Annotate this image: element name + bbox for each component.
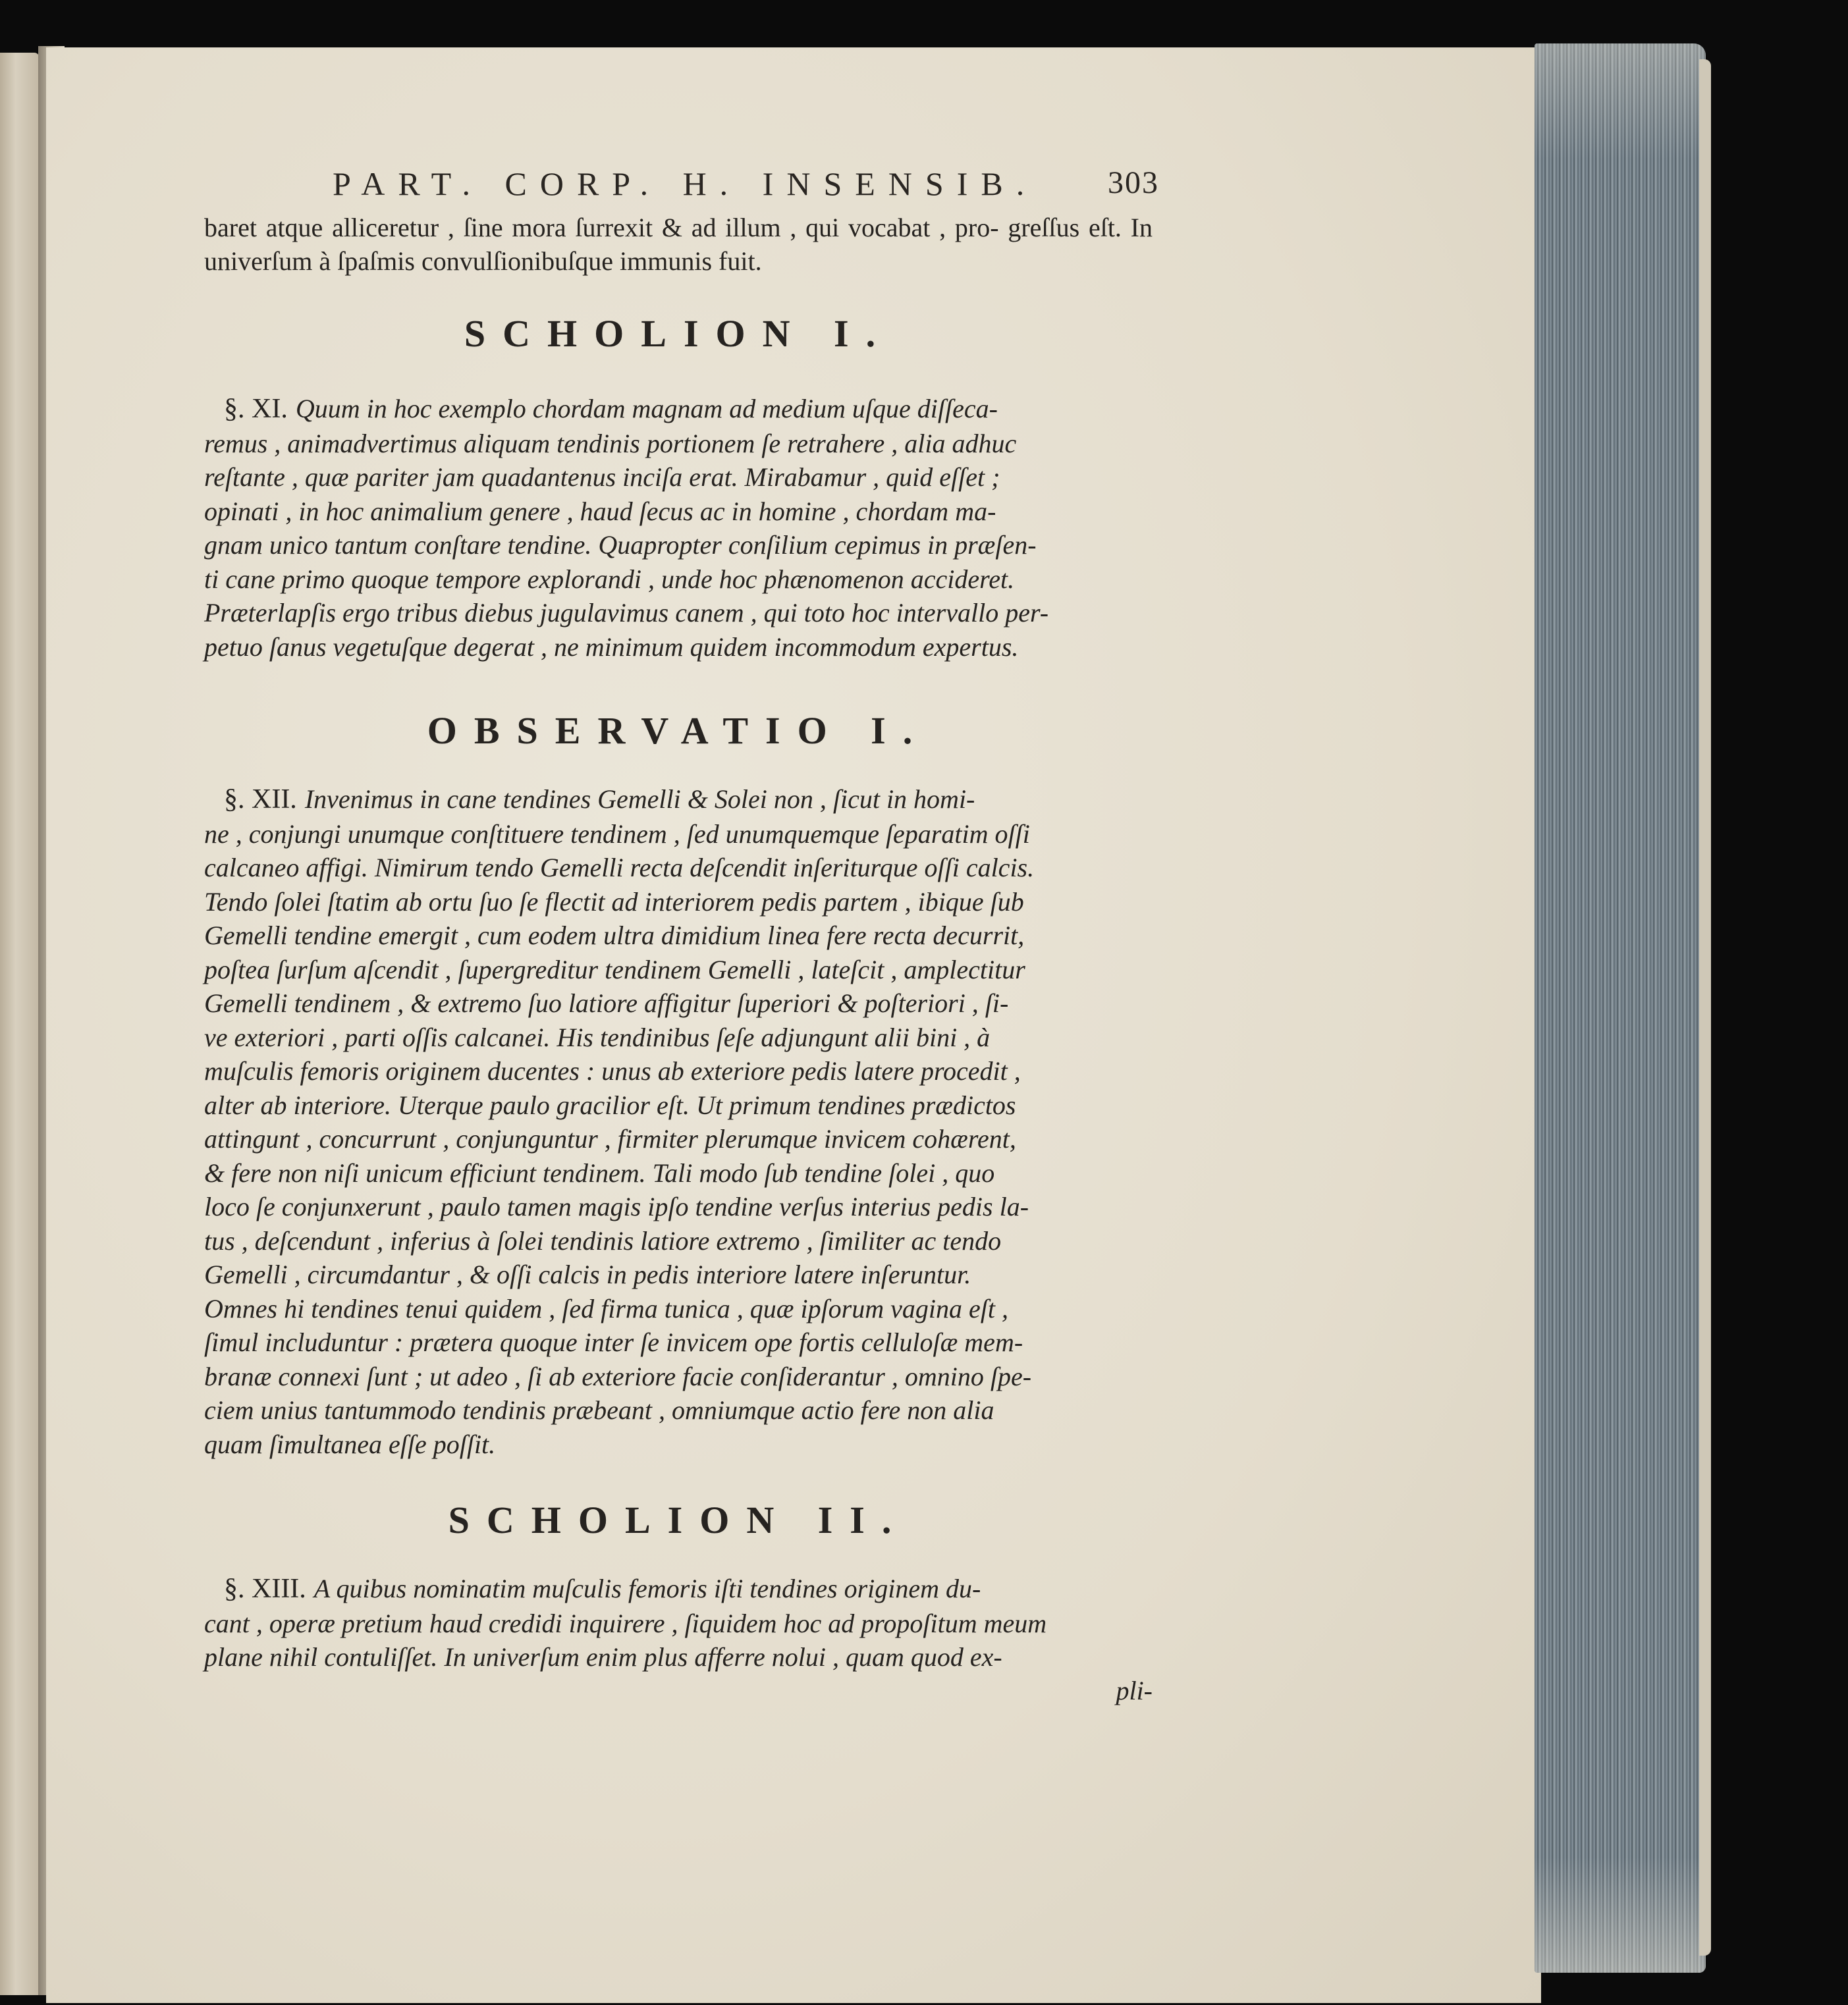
- text-line: Præterlapſis ergo tribus diebus jugulavimus canem , qui toto hoc intervallo per-: [204, 598, 1049, 628]
- text-line: muſculis femoris originem ducentes : unus ab exteriore pedis latere procedit ,: [204, 1056, 1021, 1086]
- running-head-title: PART. CORP. H. INSENSIB.: [333, 165, 1038, 202]
- opening-paragraph: [204, 211, 1153, 278]
- text-line: quam ſimultanea eſſe poſſit.: [204, 1429, 496, 1459]
- text-line: & fere non niſi unicum efficiunt tendinem. Tali modo ſub tendine ſolei , quo: [204, 1158, 995, 1188]
- text-line: branæ connexi ſunt ; ut adeo , ſi ab exteriore facie conſiderantur , omnino ſpe-: [204, 1361, 1032, 1391]
- section-paragraph: [204, 392, 1153, 664]
- text-line: Gemelli , circumdantur , & oſſi calcis in pedis interiore latere inſeruntur.: [204, 1260, 971, 1289]
- text-line: remus , animadvertimus aliquam tendinis portionem ſe retrahere , alia adhuc: [204, 428, 1017, 458]
- text-line: §. XI. Quum in hoc exemplo chordam magnam ad medium uſque diſſeca-: [204, 392, 1153, 427]
- page-text: [204, 165, 1159, 1707]
- cover-rim: [1699, 59, 1711, 1956]
- section-heading: OBSERVATIO I.: [427, 709, 930, 752]
- text-line: §. XII. Invenimus in cane tendines Gemelli & Solei non , ſicut in homi-: [204, 782, 1153, 817]
- text-line: opinati , in hoc animalium genere , haud ſecus ac in homine , chordam ma-: [204, 496, 996, 526]
- text-line: ciem unius tantummodo tendinis præbeant , omniumque actio fere non alia: [204, 1395, 994, 1425]
- text-line: ve exteriori , parti oſſis calcanei. His tendinibus ſeſe adjungunt alii bini , à: [204, 1022, 991, 1052]
- text-line: calcaneo affigi. Nimirum tendo Gemelli recta deſcendit inſeriturque oſſi calcis.: [204, 853, 1035, 882]
- text-line: ti cane primo quoque tempore explorandi , unde hoc phænomenon accideret.: [204, 564, 1015, 594]
- section-number: §. XIII.: [224, 1574, 306, 1604]
- text-line: cant , operæ pretium haud credidi inquirere , ſiquidem hoc ad propoſitum meum: [204, 1608, 1047, 1638]
- text-line: gnam unico tantum conſtare tendine. Quapropter conſilium cepimus in præſen-: [204, 530, 1037, 560]
- text-line: plane nihil contuliſſet. In univerſum enim plus afferre nolui , quam quod ex-: [204, 1642, 1002, 1672]
- section-number: §. XI.: [224, 394, 288, 424]
- text-line: ſimul includuntur : prætera quoque inter ſe invicem ope fortis celluloſæ mem-: [204, 1327, 1023, 1357]
- text-line: tus , deſcendunt , inferius à ſolei tendinis latiore extremo , ſimiliter ac tendo: [204, 1225, 1002, 1256]
- text-line: greſſus eſt. In univerſum à ſpaſmis convulſionibuſque immunis fuit.: [204, 213, 1153, 276]
- section-heading: SCHOLION I.: [464, 312, 893, 355]
- text-line: Gemelli tendine emergit , cum eodem ultra dimidium linea fere recta decurrit,: [204, 921, 1025, 950]
- text-line: §. XIII. A quibus nominatim muſculis femoris iſti tendines originem du-: [204, 1572, 1153, 1607]
- text-line: loco ſe conjunxerunt , paulo tamen magis ipſo tendine verſus interius pedis la-: [204, 1192, 1029, 1221]
- text-line: reſtante , quæ pariter jam quadantenus inciſa erat. Mirabamur , quid eſſet ;: [204, 462, 1000, 492]
- text-line: Omnes hi tendines tenui quidem , ſed firma tunica , quæ ipſorum vagina eſt ,: [204, 1293, 1008, 1323]
- text-line: Gemelli tendinem , & extremo ſuo latiore affigitur ſuperiori & poſteriori , ſi-: [204, 988, 1009, 1018]
- text-line: attingunt , concurrunt , conjunguntur , firmiter plerumque invicem cohærent,: [204, 1124, 1016, 1154]
- facing-page-edge: [0, 53, 40, 1995]
- section-number: §. XII.: [224, 784, 297, 815]
- section-paragraph: [204, 1572, 1153, 1674]
- text-line: petuo ſanus vegetuſque degerat , ne minimum quidem incommodum expertus.: [204, 631, 1019, 662]
- page-number: 303: [1108, 165, 1159, 200]
- catchword: pli-: [1116, 1675, 1153, 1705]
- page-fore-edge-shade: [1535, 43, 1706, 1973]
- text-line: alter ab interiore. Uterque paulo gracilior eſt. Ut primum tendines prædictos: [204, 1090, 1016, 1120]
- text-line: ne , conjungi unumque conſtituere tendinem , ſed unumquemque ſeparatim oſſi: [204, 818, 1030, 849]
- text-line: poſtea ſurſum aſcendit , ſupergreditur tendinem Gemelli , lateſcit , amplectitur: [204, 954, 1025, 984]
- section-heading: SCHOLION II.: [448, 1499, 909, 1541]
- section-paragraph: [204, 782, 1153, 1461]
- running-head: [204, 165, 1159, 211]
- text-line: baret atque alliceretur , ſine mora ſurrexit & ad illum , qui vocabat , pro-: [204, 213, 999, 242]
- text-line: Tendo ſolei ſtatim ab ortu ſuo ſe flectit ad interiorem pedis partem , ibique ſub: [204, 886, 1024, 917]
